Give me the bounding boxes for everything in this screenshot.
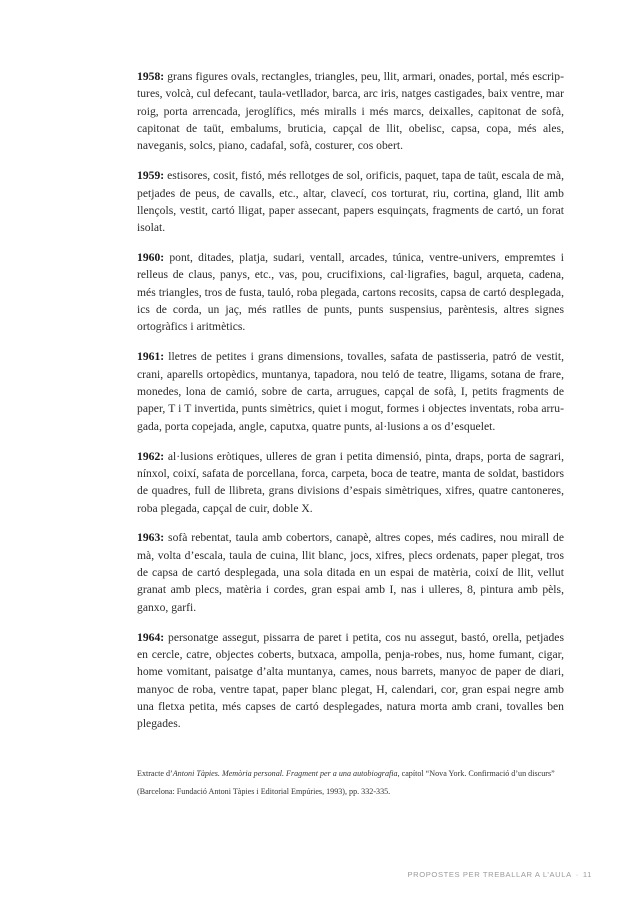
entry-text: lletres de petites i grans dimensions, tovalles, safata de pastisseria, patró de vestit, crani, aparells ortopèdics, muntanya, tapadora, nou teló de teatre, lligams, sotana de frare, monedes, lona de camió, sobre de carta, arrugues, capçal de sofà, I, petits fragments de paper, T i T invertida, punts simètrics, quiet i mogut, formes i objectes inventats, roba arrugada, porta copejada, angle, caputxa, quatre punts, al·lusions a os d’esquelet. <box>137 350 564 433</box>
footer-section-title: PROPOSTES PER TREBALLAR A L’AULA <box>407 870 572 879</box>
chronology-list <box>137 68 564 745</box>
entry-text: al·lusions eròtiques, ulleres de gran i petita dimensió, pinta, draps, porta de sagrari, nínxol, coixí, safata de porcellana, forca, carpeta, boca de teatre, manta de soldat, bastidors de quadres, full de llibreta, grans divisions d’espais simètriques, xifres, quatre cantoneres, roba plegada, capçal de cuir, doble X. <box>137 449 564 515</box>
entry-text: personatge assegut, pissarra de paret i petita, cos nu assegut, bastó, orella, petjades en cercle, catre, objectes coberts, butxaca, ampolla, penja-robes, nus, home fumant, cigar, home vomitant, paisatge d’alta muntanya, cames, nous barrets, manyoc de paper de diari, manyoc de roba, ventre tapat, paper blanc plegat, H, calendari, cor, gran espai negre amb una fletxa petita, més capses de cartó desplegades, natura morta amb crani, tovalles ben plegades. <box>137 630 564 731</box>
entry-text: estisores, cosit, fistó, més rellotges de sol, orificis, paquet, tapa de taüt, escala de mà, petjades de peus, de cavalls, etc., altar, clavecí, cos torturat, riu, cortina, gland, llit amb llençols, vestit, cartó lligat, paper assecant, papers esquinçats, fragments de cartó, un forat isolat. <box>137 169 564 235</box>
entry-year: 1962: <box>137 449 165 463</box>
entry-year: 1958: <box>137 70 165 83</box>
entry-1964 <box>137 629 564 733</box>
entry-1963 <box>137 529 564 616</box>
entry-year: 1963: <box>137 531 165 545</box>
entry-1961 <box>137 348 564 435</box>
entry-text: grans figures ovals, rectangles, triangles, peu, llit, armari, onades, portal, més escriptures, volcà, cul defecant, taula-vetllador, barca, arc iris, natges castigades, baix ventre, mar roig, porta arrencada, jeroglífics, més miralls i més marcs, deixalles, capitonat de sofà, capitonat de taüt, embalums, bruticia, capçal de llit, obelisc, capsa, copa, més ales, naveganis, solcs, piano, cadafal, sofà, costurer, cos obert. <box>137 70 564 153</box>
citation-prefix: Extracte d’ <box>137 769 173 778</box>
source-citation <box>137 765 577 801</box>
entry-text: sofà rebentat, taula amb cobertors, canapè, altres copes, més cadires, nou mirall de mà, volta d’escala, taula de cuina, llit blanc, jocs, xifres, plecs ordenats, paper plegat, tros de capsa de cartó desplegada, una sola ditada en un espai de matèria, coixí de llit, vellut granat amb plecs, matèria i cordes, gran espai amb I, nas i ulleres, 8, pintura amb pèls, ganxo, garfi. <box>137 531 564 614</box>
citation-book-title: Antoni Tàpies. Memòria personal. Fragment per a una autobiografia <box>172 769 398 778</box>
entry-1959 <box>137 167 564 236</box>
footer-separator: · <box>575 870 579 879</box>
entry-year: 1964: <box>137 630 165 644</box>
entry-year: 1960: <box>137 251 165 265</box>
page-number: 11 <box>582 870 592 879</box>
citation-chapter: , capítol “Nova York. Confirmació d’un discurs” <box>397 769 555 778</box>
entry-1960 <box>137 249 564 336</box>
entry-text: pont, ditades, platja, sudari, ventall, arcades, túnica, ventre-univers, empremtes i relleus de claus, panys, etc., vas, pou, crucifixions, cal·ligrafies, bagul, arqueta, cadena, més triangles, tros de fusta, tauló, roba plegada, cartons recosits, capsa de cartó desplegada, ics de corda, un jaç, més ratlles de punts, punts suspensius, parèntesis, altres signes ortogràfics i aritmètics. <box>137 251 564 334</box>
entry-1962 <box>137 448 564 517</box>
entry-year: 1959: <box>137 169 165 183</box>
citation-line-1 <box>137 765 577 783</box>
citation-line-2: (Barcelona: Fundació Antoni Tàpies i Editorial Empúries, 1993), pp. 332-335. <box>137 787 391 796</box>
entry-year: 1961: <box>137 350 165 364</box>
entry-1958 <box>137 68 564 155</box>
page-footer <box>408 870 592 879</box>
